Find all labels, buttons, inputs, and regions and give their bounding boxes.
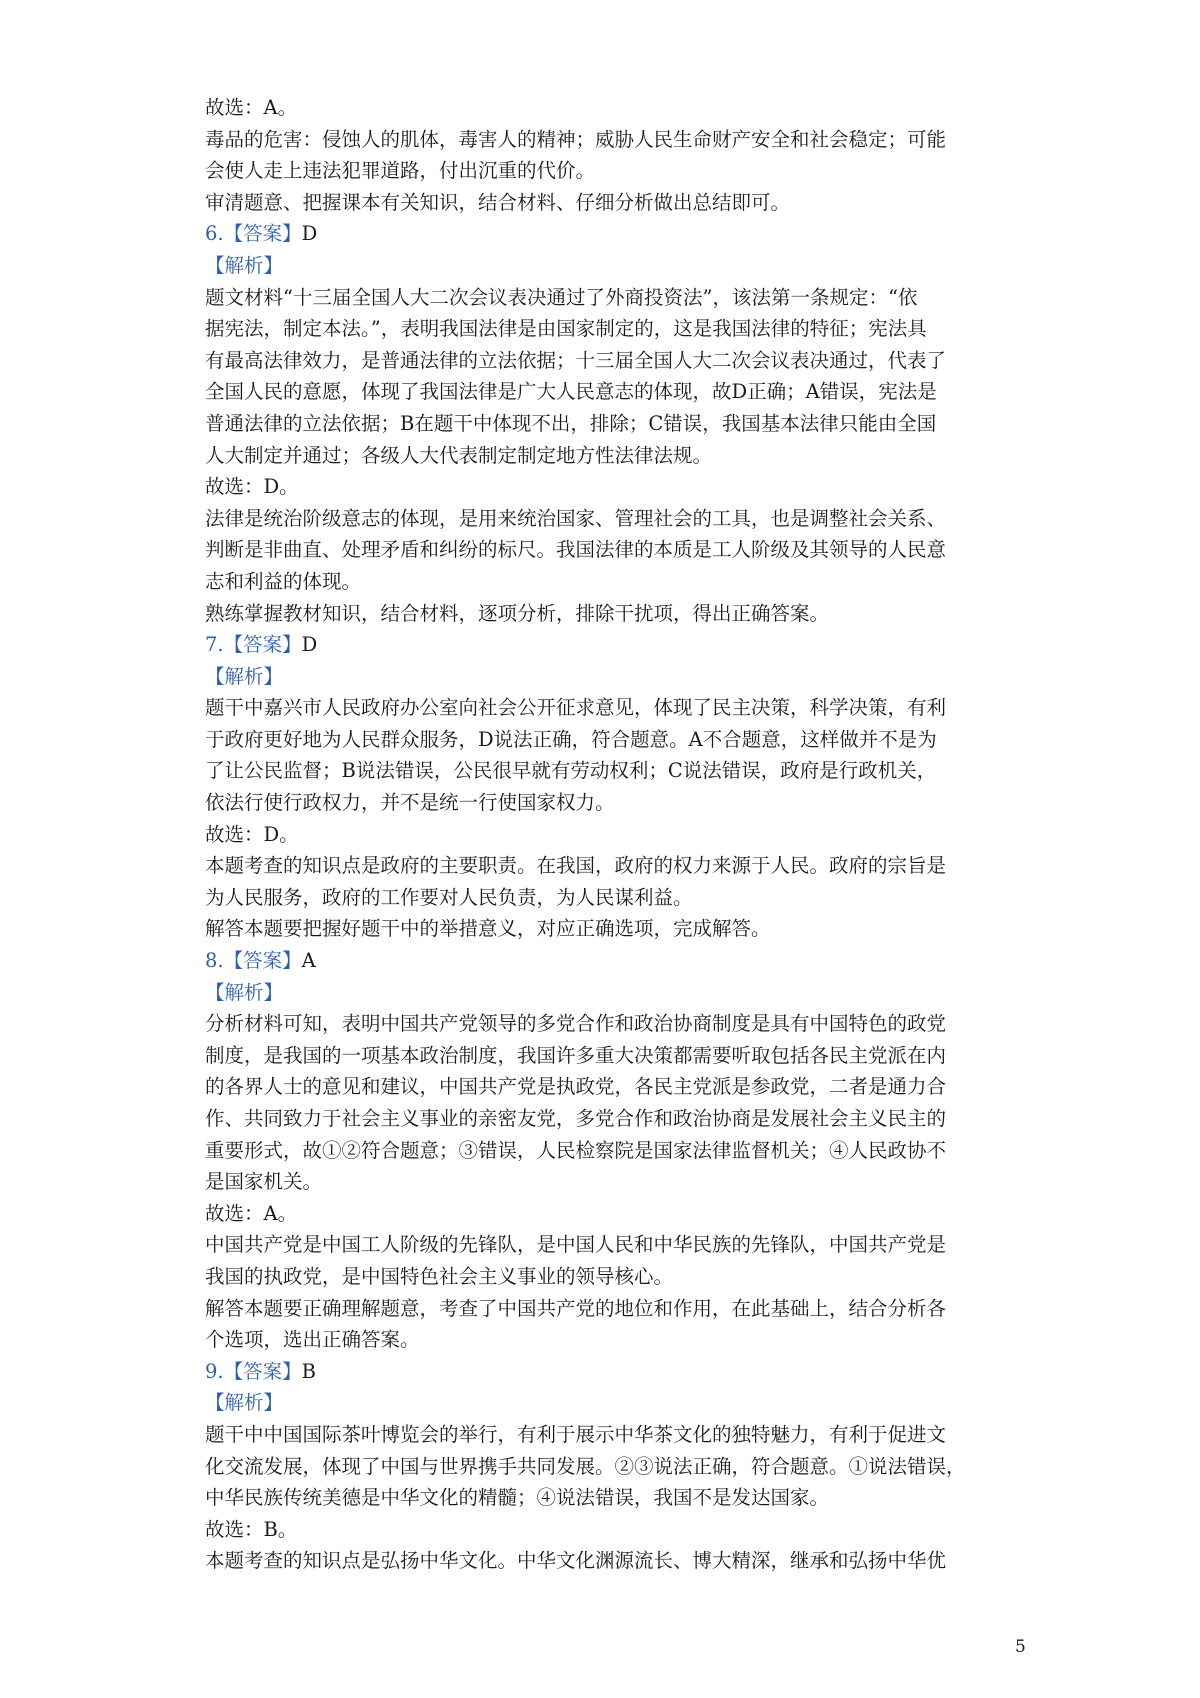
text-line bbox=[205, 1482, 1005, 1514]
document-body bbox=[205, 92, 1005, 1577]
text-line bbox=[205, 1103, 1005, 1135]
text-line bbox=[205, 155, 1005, 187]
line-text: 为人民服务，政府的工作要对人民负责，为人民谋利益。 bbox=[205, 885, 693, 909]
answer-value: D bbox=[301, 633, 318, 657]
line-text: 故选：A。 bbox=[205, 1201, 298, 1225]
text-line bbox=[205, 566, 1005, 598]
answer-label: 6.【答案】 bbox=[205, 222, 302, 246]
line-text: 的各界人士的意见和建议，中国共产党是执政党，各民主党派是参政党，二者是通力合 bbox=[205, 1075, 947, 1099]
text-line bbox=[205, 1451, 1005, 1483]
text-line bbox=[205, 1261, 1005, 1293]
text-line bbox=[205, 503, 1005, 535]
section-heading-line bbox=[205, 218, 1005, 250]
section-heading-line bbox=[205, 1387, 1005, 1419]
answer-value: A bbox=[301, 949, 316, 973]
line-text: 中华民族传统美德是中华文化的精髓；④说法错误，我国不是发达国家。 bbox=[205, 1486, 830, 1510]
section-heading-line bbox=[205, 250, 1005, 282]
line-text: 解答本题要把握好题干中的举措意义，对应正确选项，完成解答。 bbox=[205, 917, 771, 941]
text-line bbox=[205, 440, 1005, 472]
text-line bbox=[205, 313, 1005, 345]
section-heading-line bbox=[205, 977, 1005, 1009]
text-line bbox=[205, 1545, 1005, 1577]
line-text: 熟练掌握教材知识，结合材料，逐项分析，排除干扰项，得出正确答案。 bbox=[205, 601, 830, 625]
text-line bbox=[205, 92, 1005, 124]
line-text: 普通法律的立法依据；B在题干中体现不出，排除；C错误，我国基本法律只能由全国 bbox=[205, 411, 937, 435]
text-line bbox=[205, 1293, 1005, 1325]
line-text: 故选：B。 bbox=[205, 1517, 298, 1541]
section-heading-line bbox=[205, 661, 1005, 693]
text-line bbox=[205, 282, 1005, 314]
line-text: 题文材料“十三届全国人大二次会议表决通过了外商投资法”，该法第一条规定：“依 bbox=[205, 285, 918, 309]
line-text: 本题考查的知识点是弘扬中华文化。中华文化渊源流长、博大精深，继承和弘扬中华优 bbox=[205, 1549, 947, 1573]
text-line bbox=[205, 1514, 1005, 1546]
line-text: 全国人民的意愿，体现了我国法律是广大人民意志的体现，故D正确；A错误，宪法是 bbox=[205, 380, 937, 404]
analysis-label: 【解析】 bbox=[205, 664, 284, 688]
line-text: 故选：A。 bbox=[205, 96, 298, 119]
section-heading-line bbox=[205, 1356, 1005, 1388]
text-line bbox=[205, 1071, 1005, 1103]
text-line bbox=[205, 724, 1005, 756]
text-line bbox=[205, 1166, 1005, 1198]
line-text: 中国共产党是中国工人阶级的先锋队，是中国人民和中华民族的先锋队，中国共产党是 bbox=[205, 1233, 947, 1257]
text-line bbox=[205, 534, 1005, 566]
section-heading-line bbox=[205, 629, 1005, 661]
text-line bbox=[205, 850, 1005, 882]
analysis-label: 【解析】 bbox=[205, 253, 284, 277]
line-text: 法律是统治阶级意志的体现，是用来统治国家、管理社会的工具，也是调整社会关系、 bbox=[205, 506, 947, 530]
line-text: 题干中中国国际茶叶博览会的举行，有利于展示中华茶文化的独特魅力，有利于促进文 bbox=[205, 1422, 947, 1446]
line-text: 题干中嘉兴市人民政府办公室向社会公开征求意见，体现了民主决策，科学决策，有利 bbox=[205, 696, 947, 720]
text-line bbox=[205, 1419, 1005, 1451]
line-text: 志和利益的体现。 bbox=[205, 569, 362, 593]
line-text: 作、共同致力于社会主义事业的亲密友党，多党合作和政治协商是发展社会主义民主的 bbox=[205, 1107, 947, 1130]
line-text: 本题考查的知识点是政府的主要职责。在我国，政府的权力来源于人民。政府的宗旨是 bbox=[205, 854, 947, 878]
line-text: 判断是非曲直、处理矛盾和纠纷的标尺。我国法律的本质是工人阶级及其领导的人民意 bbox=[205, 538, 947, 562]
text-line bbox=[205, 755, 1005, 787]
text-line bbox=[205, 598, 1005, 630]
text-line bbox=[205, 376, 1005, 408]
line-text: 人大制定并通过；各级人大代表制定制定地方性法律法规。 bbox=[205, 443, 713, 467]
text-line bbox=[205, 1135, 1005, 1167]
answer-value: B bbox=[301, 1359, 316, 1383]
answer-value: D bbox=[301, 222, 318, 246]
text-line bbox=[205, 882, 1005, 914]
line-text: 分析材料可知，表明中国共产党领导的多党合作和政治协商制度是具有中国特色的政党 bbox=[205, 1012, 947, 1036]
line-text: 于政府更好地为人民群众服务，D说法正确，符合题意。A不合题意，这样做并不是为 bbox=[205, 727, 937, 751]
text-line bbox=[205, 819, 1005, 851]
line-text: 毒品的危害：侵蚀人的肌体，毒害人的精神；威胁人民生命财产安全和社会稳定；可能 bbox=[205, 127, 947, 151]
line-text: 故选：D。 bbox=[205, 822, 299, 846]
line-text: 依法行使行政权力，并不是统一行使国家权力。 bbox=[205, 791, 615, 815]
line-text: 了让公民监督；B说法错误，公民很早就有劳动权利；C说法错误，政府是行政机关， bbox=[205, 759, 937, 783]
text-line bbox=[205, 1324, 1005, 1356]
text-line bbox=[205, 408, 1005, 440]
line-text: 化交流发展，体现了中国与世界携手共同发展。②③说法正确，符合题意。①说法错误， bbox=[205, 1454, 966, 1478]
line-text: 据宪法，制定本法。”，表明我国法律是由国家制定的，这是我国法律的特征；宪法具 bbox=[205, 317, 927, 341]
line-text: 是国家机关。 bbox=[205, 1170, 323, 1194]
line-text: 会使人走上违法犯罪道路，付出沉重的代价。 bbox=[205, 159, 596, 183]
line-text: 制度，是我国的一项基本政治制度，我国许多重大决策都需要听取包括各民主党派在内 bbox=[205, 1043, 947, 1067]
text-line bbox=[205, 1198, 1005, 1230]
analysis-label: 【解析】 bbox=[205, 980, 284, 1004]
line-text: 解答本题要正确理解题意，考查了中国共产党的地位和作用，在此基础上，结合分析各 bbox=[205, 1296, 947, 1320]
line-text: 个选项，选出正确答案。 bbox=[205, 1328, 420, 1352]
section-heading-line bbox=[205, 945, 1005, 977]
answer-label: 8.【答案】 bbox=[205, 949, 302, 973]
answer-label: 9.【答案】 bbox=[205, 1359, 302, 1383]
analysis-label: 【解析】 bbox=[205, 1391, 284, 1415]
text-line bbox=[205, 913, 1005, 945]
line-text: 审清题意、把握课本有关知识，结合材料、仔细分析做出总结即可。 bbox=[205, 190, 791, 214]
line-text: 故选：D。 bbox=[205, 475, 299, 499]
text-line bbox=[205, 124, 1005, 156]
text-line bbox=[205, 187, 1005, 219]
line-text: 有最高法律效力，是普通法律的立法依据；十三届全国人大二次会议表决通过，代表了 bbox=[205, 348, 947, 372]
answer-label: 7.【答案】 bbox=[205, 633, 302, 657]
text-line bbox=[205, 787, 1005, 819]
text-line bbox=[205, 1229, 1005, 1261]
text-line bbox=[205, 692, 1005, 724]
text-line bbox=[205, 1008, 1005, 1040]
text-line bbox=[205, 345, 1005, 377]
text-line bbox=[205, 1040, 1005, 1072]
text-line bbox=[205, 471, 1005, 503]
line-text: 重要形式，故①②符合题意；③错误，人民检察院是国家法律监督机关；④人民政协不 bbox=[205, 1138, 947, 1162]
line-text: 我国的执政党，是中国特色社会主义事业的领导核心。 bbox=[205, 1264, 674, 1288]
page-number: 5 bbox=[1015, 1637, 1026, 1657]
